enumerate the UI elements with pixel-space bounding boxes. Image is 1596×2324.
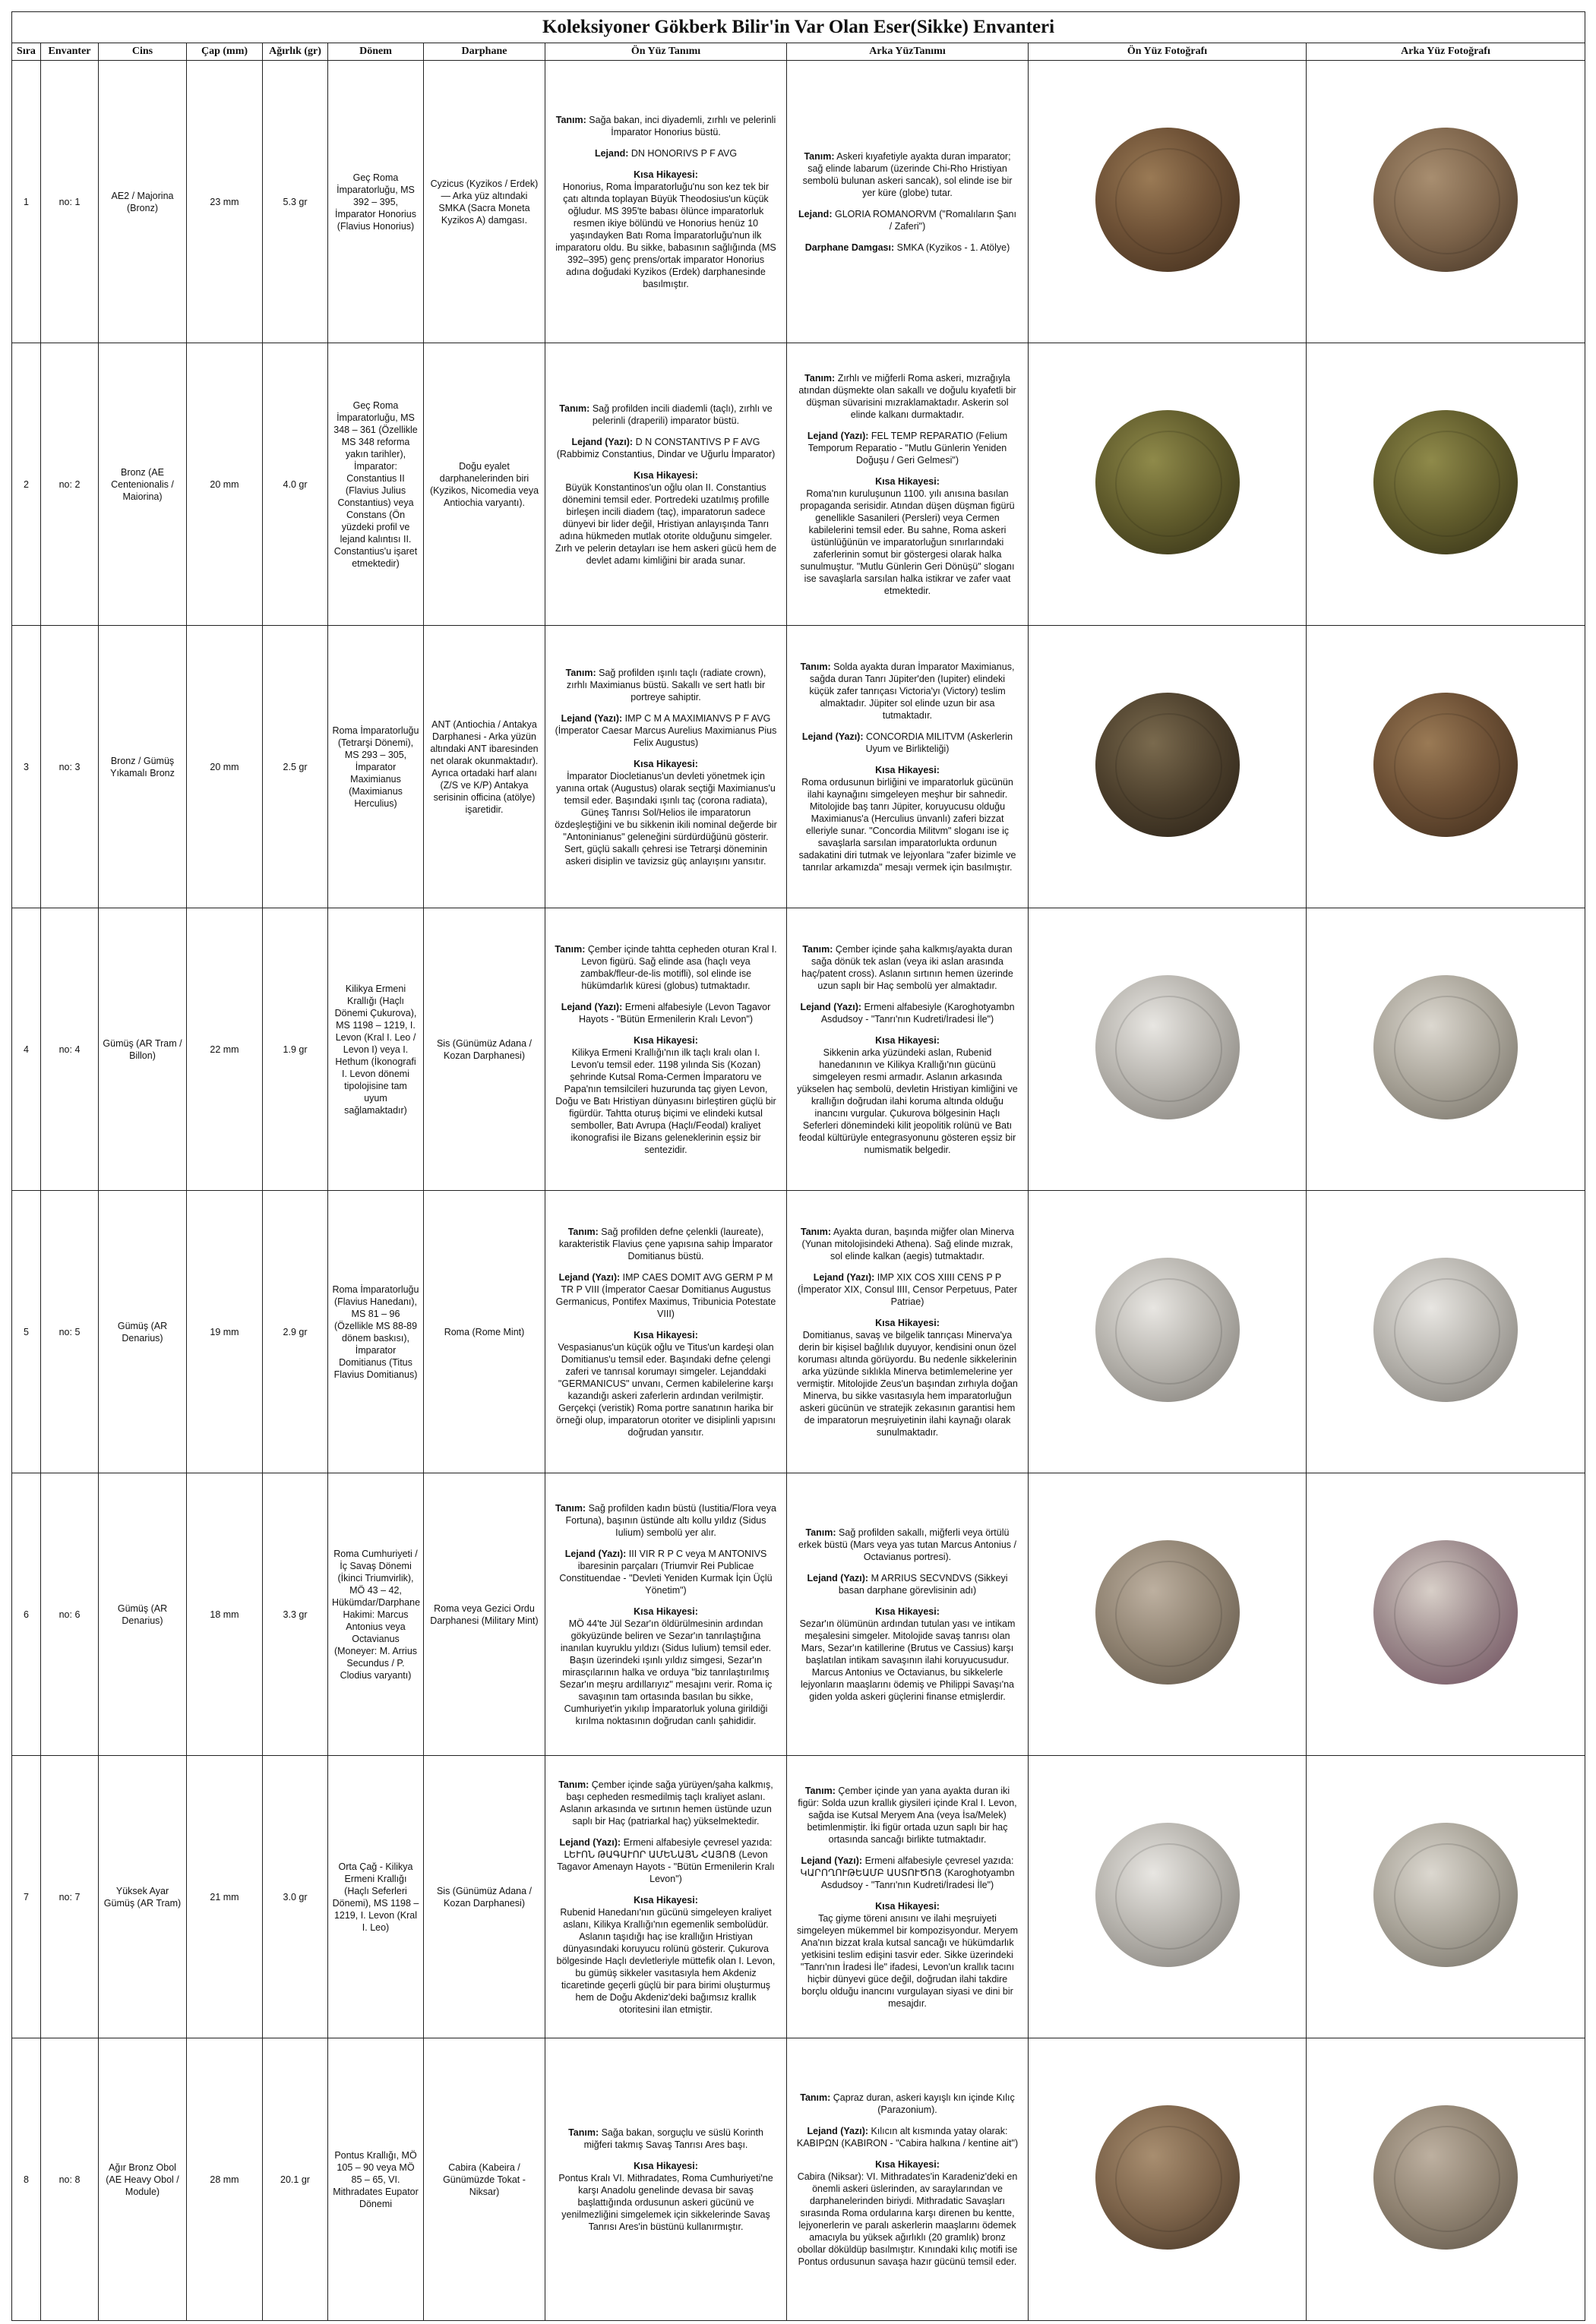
- header-on-yuz-tanimi: Ön Yüz Tanımı: [545, 43, 787, 61]
- coin-type: Gümüş (AR Tram / Billon): [99, 908, 187, 1191]
- table-row: [12, 1473, 1585, 1756]
- reverse-legend: [796, 1572, 1019, 1596]
- reverse-description: [787, 61, 1029, 343]
- inventory-number: no: 1: [41, 61, 99, 343]
- obverse-story: [555, 1329, 777, 1438]
- row-number: 7: [12, 1756, 41, 2038]
- obverse-story-label: Kısa Hikayesi:: [634, 758, 698, 769]
- obverse-story-text: Rubenid Hanedanı'nın gücünü simgeleyen kraliyet aslanı, Kilikya Krallığı'nın egemenlik sembolüdür. Aslanın taşıdığı haç ise krallığın Hristiyan dünyasındaki koruyucu rolünü gösterir. Çukurova bölgesinde Haçlı devletleriyle müttefik olan I. Levon, bu gümüş sikkeler vasıtasıyla hem Akdeniz ticaretinde geçerli güçlü bir para birimi oluşturmuş hem de Doğu Akdeniz'deki bağımsız krallık otoritesini ilan etmiştir.: [556, 1906, 776, 2015]
- table-row: [12, 343, 1585, 626]
- reverse-legend-text: Ermeni alfabesiyle çevresel yazıda: ԿԱՐՈՂՈՒԹԵԱՄԲ ԱՍՏՈՒԾՈՅ (Karoghotyambn Asdudsoy - "Tanrı'nın Kudreti/İradesi İle"): [800, 1855, 1015, 1890]
- obverse-coin-photo: [1095, 1823, 1240, 1967]
- coin-type: Gümüş (AR Denarius): [99, 1473, 187, 1756]
- obverse-story-text: Honorius, Roma İmparatorluğu'nu son kez tek bir çatı altında toplayan Büyük Theodosius'un küçük oğludur. MS 395'te babası ölünce imparatorluk resmen ikiye bölündü ve Honorius henüz 10 yaşındayken Batı Roma İmparatorluğu'nun ilk imparatoru oldu. Bu sikke, babasının sağlığında (MS 392–395) genç prens/ortak imparator Honorius adına doğudaki Kyzikos (Erdek) darphanesinde basılmıştır.: [555, 181, 776, 289]
- reverse-photo-cell: [1307, 1191, 1585, 1473]
- coin-period: Geç Roma İmparatorluğu, MS 392 – 395, İmparator Honorius (Flavius Honorius): [328, 61, 424, 343]
- obverse-story-label: Kısa Hikayesi:: [634, 1606, 698, 1617]
- coin-period: Pontus Krallığı, MÖ 105 – 90 veya MÖ 85 – 65, VI. Mithradates Eupator Dönemi: [328, 2038, 424, 2321]
- obverse-photo-cell: [1029, 1191, 1307, 1473]
- reverse-definition: [796, 1226, 1019, 1262]
- obverse-definition: [555, 943, 777, 992]
- reverse-story-text: Domitianus, savaş ve bilgelik tanrıçası Minerva'ya derin bir kişisel bağlılık duyuyor, kendisini onun özel koruması altında görüyordu. Bu nedenle sikkelerinin arka yüzünde sıklıkla Minerva betimlemelerine yer vermiştir. Mitolojide Zeus'un başından zırhıyla doğan Minerva, bu sikke vasıtasıyla hem imparatorluğun askeri gücünün ve stratejik zekasının garantisi hem de imparatorun meşruiyetinin ilahi kaynağı olarak sunulmaktadır.: [797, 1329, 1018, 1438]
- obverse-definition: [555, 1502, 777, 1539]
- row-number: 2: [12, 343, 41, 626]
- obverse-definition: [555, 114, 777, 138]
- obverse-definition-label: Tanım:: [568, 2127, 599, 2138]
- header-donem: Dönem: [328, 43, 424, 61]
- coin-mint: Cyzicus (Kyzikos / Erdek) — Arka yüz altındaki SMKA (Sacra Moneta Kyzikos A) damgası.: [424, 61, 545, 343]
- reverse-photo-cell: [1307, 2038, 1585, 2321]
- obverse-legend-label: Lejand (Yazı):: [561, 712, 623, 724]
- header-on-yuz-fotografi: Ön Yüz Fotoğrafı: [1029, 43, 1307, 61]
- reverse-story-text: Sezar'ın ölümünün ardından tutulan yası ve intikam meşalesini simgeler. Mitolojide savaş tanrısı olan Mars, Sezar'ın katillerine (Brutus ve Cassius) karşı başlatılan intikam savaşının ilahi koruyucusudur. Marcus Antonius ve Octavianus, bu sikkelerle lejyonların maaşlarını ödemiş ve Philippi Savaşı'na giden yolda askeri güçlerini finanse etmişlerdir.: [799, 1618, 1016, 1702]
- inventory-number: no: 5: [41, 1191, 99, 1473]
- obverse-story: [555, 1034, 777, 1156]
- reverse-legend: [796, 731, 1019, 755]
- obverse-legend: [555, 1836, 777, 1885]
- obverse-story-label: Kısa Hikayesi:: [634, 2160, 698, 2171]
- obverse-definition-label: Tanım:: [567, 1226, 599, 1237]
- obverse-story-text: İmparator Diocletianus'un devleti yönetmek için yanına ortak (Augustus) olarak seçtiği Maximianus'u temsil eder. Başındaki ışınlı taç (corona radiata), Güneş Tanrısı Sol/Helios ile imparatorun özdeşleştiğini ve bu sikkenin ikili nominal değerde bir "Antoninianus" geleneğini sürdürdüğünü gösterir. Sert, güçlü sakallı çehresi ise Tetrarşi döneminin askeri disiplin ve tavizsiz güç anlayışını yansıtır.: [555, 770, 777, 867]
- obverse-definition-text: Sağa bakan, sorguçlu ve süslü Korinth miğferi takmış Savaş Tanrısı Ares başı.: [583, 2127, 763, 2150]
- reverse-description: [787, 343, 1029, 626]
- coin-type: Bronz / Gümüş Yıkamalı Bronz: [99, 626, 187, 908]
- obverse-legend-label: Lejand (Yazı):: [561, 1001, 623, 1012]
- obverse-definition: [555, 1226, 777, 1262]
- obverse-description: [545, 1756, 787, 2038]
- reverse-coin-photo: [1373, 2105, 1518, 2250]
- obverse-story-label: Kısa Hikayesi:: [634, 469, 698, 481]
- obverse-coin-photo: [1095, 1540, 1240, 1685]
- coin-mint: ANT (Antiochia / Antakya Darphanesi - Arka yüzün altındaki ANT ibaresinden net olarak okunmaktadır). Ayrıca ortadaki harf alanı (Z/S ve K/P) Antakya serisinin officina (atölye) işaretidir.: [424, 626, 545, 908]
- obverse-definition-text: Sağ profilden ışınlı taçlı (radiate crown), zırhlı Maximianus büstü. Sakallı ve sert hatlı bir portreye sahiptir.: [566, 667, 766, 703]
- obverse-definition-label: Tanım:: [555, 114, 586, 125]
- coin-period: Kilikya Ermeni Krallığı (Haçlı Dönemi Çukurova), MS 1198 – 1219, I. Levon (Kral I. Leo / Levon I) veya I. Hethum (İkonografi I. Levon dönemi tipolojisine tam uyum sağlamaktadır): [328, 908, 424, 1191]
- reverse-definition: [796, 150, 1019, 199]
- reverse-photo-cell: [1307, 626, 1585, 908]
- obverse-definition-text: Çember içinde tahtta cepheden oturan Kral I. Levon figürü. Sağ elinde asa (haçlı veya zambak/fleur-de-lis motifli), sol elinde ise hükümdarlık küresi (globus) tutmaktadır.: [580, 943, 777, 991]
- reverse-legend: [796, 208, 1019, 232]
- coin-type: AE2 / Majorina (Bronz): [99, 61, 187, 343]
- obverse-story: [555, 1894, 777, 2016]
- reverse-legend: [796, 430, 1019, 466]
- obverse-photo-cell: [1029, 2038, 1307, 2321]
- reverse-story-label: Kısa Hikayesi:: [875, 1900, 940, 1912]
- table-row: [12, 1191, 1585, 1473]
- table-row: [12, 626, 1585, 908]
- reverse-coin-photo: [1373, 410, 1518, 554]
- obverse-story-text: Büyük Konstantinos'un oğlu olan II. Constantius dönemini temsil eder. Portredeki uzatılmış profille birleşen incili diadem (taç), imparatorun sadece dünyevi bir lider değil, Hristiyan anlayışında Tanrı adına hükmeden mutlak otorite olduğunu simgeler. Zırh ve pelerin detayları ise hem askeri gücü hem de devlet adamı kimliğini bir arada sunar.: [555, 482, 777, 566]
- reverse-mint-mark-label: Darphane Damgası:: [804, 242, 895, 253]
- obverse-legend-text: D N CONSTANTIVS P F AVG (Rabbimiz Constantius, Dindar ve Uğurlu İmparator): [556, 436, 776, 459]
- reverse-story: [796, 1900, 1019, 2010]
- reverse-story-text: Taç giyme töreni anısını ve ilahi meşruiyeti simgeleyen mükemmel bir kompozisyondur. Meryem Ana'nın bizzat krala kutsal sancağı ve hükümdarlık yetkisini teslim edişini tasvir eder. Sikke üzerindeki "Tanrı'nın İradesi İle" ifadesi, Levon'un krallık tacını hiçbir dünyevi güce değil, doğrudan ilahi takdire borçlu olduğu inancını vurgulayan siyasi ve dini bir mesajdır.: [796, 1912, 1019, 2009]
- table-row: [12, 1756, 1585, 2038]
- reverse-story: [796, 2158, 1019, 2268]
- obverse-photo-cell: [1029, 1756, 1307, 2038]
- row-number: 1: [12, 61, 41, 343]
- obverse-definition: [555, 667, 777, 703]
- reverse-definition-text: Zırhlı ve miğferli Roma askeri, mızrağıyla atından düşmekte olan sakallı ve doğulu kıyafetli bir düşman süvarisini mızraklamaktadır. Askerin sol elinde kalkanı durmaktadır.: [798, 372, 1016, 420]
- obverse-definition-label: Tanım:: [559, 403, 590, 414]
- reverse-definition-text: Çember içinde yan yana ayakta duran iki figür: Solda uzun krallık giysileri içinde Kral I. Levon, sağda ise Kutsal Meryem Ana (veya İsa/Melek) betimlenmiştir. İki figür ortada uzun saplı bir haç ortasında sancağı birlikte tutmaktadır.: [798, 1785, 1017, 1845]
- reverse-definition: [796, 1785, 1019, 1846]
- obverse-legend: [555, 1271, 777, 1320]
- header-cap: Çap (mm): [187, 43, 263, 61]
- inventory-number: no: 4: [41, 908, 99, 1191]
- obverse-story-label: Kısa Hikayesi:: [634, 1034, 698, 1046]
- reverse-story-label: Kısa Hikayesi:: [875, 1317, 940, 1328]
- reverse-description: [787, 1473, 1029, 1756]
- obverse-description: [545, 1191, 787, 1473]
- coin-mint: Cabira (Kabeira / Günümüzde Tokat - Niksar): [424, 2038, 545, 2321]
- reverse-coin-photo: [1373, 975, 1518, 1119]
- reverse-mint-mark: [796, 242, 1019, 254]
- obverse-definition-label: Tanım:: [558, 1779, 589, 1790]
- reverse-story-text: Cabira (Niksar): VI. Mithradates'in Karadeniz'deki en önemli askeri üslerinden, av saraylarından ve darphanelerinden biriydi. Mithradatic Savaşları sırasında Roma ordularına karşı direnen bu kentte, lejyonerlerin ve paralı askerlerin maaşlarını ödemek amacıyla bu yüksek ağırlıklı (20 gramlık) bronz obollar döküldüp basılmıştır. Kınındaki kılıç motifi ise Pontus ordusunun savaşa hazır gücünü temsil eder.: [797, 2171, 1018, 2267]
- reverse-story: [796, 475, 1019, 597]
- reverse-definition: [796, 661, 1019, 722]
- reverse-definition-label: Tanım:: [804, 150, 835, 162]
- coin-period: Roma İmparatorluğu (Tetrarşi Dönemi), MS 293 – 305, İmparator Maximianus (Maximianus Herculius): [328, 626, 424, 908]
- obverse-legend-text: Ermeni alfabesiyle (Levon Tagavor Hayots - "Bütün Ermenilerin Kralı Levon"): [578, 1001, 771, 1025]
- coin-type: Ağır Bronz Obol (AE Heavy Obol / Module): [99, 2038, 187, 2321]
- reverse-definition-label: Tanım:: [802, 943, 833, 955]
- row-number: 4: [12, 908, 41, 1191]
- header-darphane: Darphane: [424, 43, 545, 61]
- obverse-legend-text: DN HONORIVS P F AVG: [630, 147, 738, 159]
- reverse-description: [787, 626, 1029, 908]
- obverse-story: [555, 469, 777, 567]
- coin-weight: 3.3 gr: [263, 1473, 328, 1756]
- reverse-definition-label: Tanım:: [800, 2092, 831, 2103]
- reverse-description: [787, 908, 1029, 1191]
- obverse-story-text: Kilikya Ermeni Krallığı'nın ilk taçlı kralı olan I. Levon'u temsil eder. 1198 yılında Sis (Kozan) şehrinde Kutsal Roma-Cermen İmparatoru ve Papa'nın temsilcileri huzurunda taç giyen Levon, Doğu ve Batı Hristiyan dünyasını birleştiren güçlü bir figürdür. Tahtta oturuş biçimi ve elindeki kutsal semboller, Batı Avrupa (Haçlı/Feodal) kraliyet ikonografisi ile Bizans geleneklerinin eşsiz bir sentezidir.: [555, 1047, 776, 1155]
- reverse-story-label: Kısa Hikayesi:: [875, 764, 940, 775]
- reverse-definition: [796, 372, 1019, 421]
- obverse-story-label: Kısa Hikayesi:: [634, 169, 698, 180]
- reverse-photo-cell: [1307, 61, 1585, 343]
- obverse-description: [545, 1473, 787, 1756]
- obverse-legend-label: Lejand (Yazı):: [559, 1836, 621, 1848]
- obverse-photo-cell: [1029, 61, 1307, 343]
- reverse-definition-label: Tanım:: [804, 372, 836, 384]
- row-number: 8: [12, 2038, 41, 2321]
- reverse-photo-cell: [1307, 908, 1585, 1191]
- obverse-coin-photo: [1095, 1258, 1240, 1402]
- reverse-photo-cell: [1307, 343, 1585, 626]
- reverse-legend: [796, 1855, 1019, 1891]
- obverse-legend-label: Lejand (Yazı):: [558, 1271, 621, 1283]
- coin-diameter: 23 mm: [187, 61, 263, 343]
- coin-diameter: 28 mm: [187, 2038, 263, 2321]
- obverse-definition-label: Tanım:: [565, 667, 596, 678]
- reverse-coin-photo: [1373, 1540, 1518, 1685]
- coin-type: Bronz (AE Centenionalis / Maiorina): [99, 343, 187, 626]
- reverse-legend: [796, 1001, 1019, 1025]
- reverse-definition-label: Tanım:: [801, 1226, 832, 1237]
- reverse-definition: [796, 943, 1019, 992]
- obverse-description: [545, 626, 787, 908]
- obverse-legend-label: Lejand:: [594, 147, 629, 159]
- reverse-description: [787, 2038, 1029, 2321]
- obverse-coin-photo: [1095, 128, 1240, 272]
- reverse-description: [787, 1191, 1029, 1473]
- coin-weight: 20.1 gr: [263, 2038, 328, 2321]
- coin-mint: Roma (Rome Mint): [424, 1191, 545, 1473]
- table-header-row: [12, 43, 1585, 61]
- reverse-legend-text: GLORIA ROMANORVM ("Romalıların Şanı / Zaferi"): [834, 208, 1016, 232]
- header-arka-yuz-tanimi: Arka YüzTanımı: [787, 43, 1029, 61]
- obverse-story-text: Vespasianus'un küçük oğlu ve Titus'un kardeşi olan Domitianus'u temsil eder. Başındaki defne çelengi zaferi ve tanrısal korumayı simgeler. Lejanddaki "GERMANICUS" unvanı, Cermen kabilelerine karşı kazandığı askeri zaferlerin ardından verilmiştir. Gerçekçi (veristik) Roma portre sanatının harika bir örneği olup, imparatorun otoriter ve disiplinli yapısını doğrudan yansıtır.: [555, 1341, 776, 1438]
- obverse-description: [545, 343, 787, 626]
- coin-weight: 4.0 gr: [263, 343, 328, 626]
- reverse-definition: [796, 2092, 1019, 2116]
- obverse-coin-photo: [1095, 693, 1240, 837]
- reverse-story: [796, 1034, 1019, 1156]
- coin-type: Yüksek Ayar Gümüş (AR Tram): [99, 1756, 187, 2038]
- obverse-story-text: Pontus Kralı VI. Mithradates, Roma Cumhuriyeti'ne karşı Anadolu genelinde devasa bir savaş başlattığında ordusunun askeri gücünü ve yenilmezliğini simgelemek için sikkelerinde Savaş Tanrısı Ares'in büstünü kullanırmıştır.: [558, 2172, 773, 2232]
- inventory-number: no: 2: [41, 343, 99, 626]
- coin-diameter: 22 mm: [187, 908, 263, 1191]
- reverse-definition-text: Sağ profilden sakallı, miğferli veya örtülü erkek büstü (Mars veya yas tutan Marcus Antonius / Octavianus portresi).: [798, 1527, 1016, 1562]
- reverse-story-label: Kısa Hikayesi:: [875, 1606, 940, 1617]
- obverse-description: [545, 908, 787, 1191]
- coin-weight: 2.5 gr: [263, 626, 328, 908]
- reverse-mint-mark-text: SMKA (Kyzikos - 1. Atölye): [896, 242, 1010, 253]
- obverse-story-label: Kısa Hikayesi:: [634, 1329, 698, 1340]
- reverse-legend-text: IMP XIX COS XIIII CENS P P (İmperator XIX, Consul IIII, Censor Perpetuus, Pater Patriae): [797, 1271, 1017, 1307]
- inventory-number: no: 7: [41, 1756, 99, 2038]
- obverse-definition-text: Sağa bakan, inci diyademli, zırhlı ve pelerinli İmparator Honorius büstü.: [589, 114, 776, 137]
- obverse-legend-label: Lejand (Yazı):: [564, 1548, 627, 1559]
- reverse-legend-text: FEL TEMP REPARATIO (Felium Temporum Reparatio - "Mutlu Günlerin Yeniden Doğuşu / Geri Gelmesi"): [807, 430, 1008, 466]
- obverse-legend-text: III VIR R P C veya M ANTONIVS ibaresinin parçaları (Triumvir Rei Publicae Constituendae - "Devleti Yeniden Kurmak İçin Üçlü Yönetim"): [559, 1548, 773, 1596]
- reverse-photo-cell: [1307, 1756, 1585, 2038]
- reverse-legend-label: Lejand (Yazı):: [813, 1271, 875, 1283]
- coin-weight: 5.3 gr: [263, 61, 328, 343]
- header-sira: Sıra: [12, 43, 41, 61]
- obverse-legend: [555, 1001, 777, 1025]
- coin-period: Geç Roma İmparatorluğu, MS 348 – 361 (Özellikle MS 348 reforma yakın tarihler), İmparator: Constantius II (Flavius Julius Constantius) veya Constans (Ön yüzdeki profil ve lejand kalıntısı II. Constantius'u işaret etmektedir): [328, 343, 424, 626]
- inventory-page: [11, 11, 1585, 2321]
- coin-diameter: 19 mm: [187, 1191, 263, 1473]
- obverse-definition-text: Sağ profilden incili diademli (taçlı), zırhlı ve pelerinli (draperili) imparator büstü.: [592, 403, 773, 426]
- coin-period: Orta Çağ - Kilikya Ermeni Krallığı (Haçlı Seferleri Dönemi), MS 1198 – 1219, I. Levon (Kral I. Leo): [328, 1756, 424, 2038]
- reverse-story: [796, 1317, 1019, 1438]
- obverse-description: [545, 61, 787, 343]
- obverse-legend: [555, 1548, 777, 1596]
- inventory-number: no: 8: [41, 2038, 99, 2321]
- reverse-definition-label: Tanım:: [805, 1527, 836, 1538]
- coin-diameter: 21 mm: [187, 1756, 263, 2038]
- obverse-definition-label: Tanım:: [555, 943, 586, 955]
- reverse-legend-label: Lejand (Yazı):: [807, 2125, 869, 2136]
- obverse-story: [555, 758, 777, 867]
- reverse-definition-label: Tanım:: [800, 661, 831, 672]
- obverse-definition-label: Tanım:: [555, 1502, 586, 1514]
- reverse-story-label: Kısa Hikayesi:: [875, 2158, 940, 2170]
- row-number: 5: [12, 1191, 41, 1473]
- coin-mint: Roma veya Gezici Ordu Darphanesi (Military Mint): [424, 1473, 545, 1756]
- coin-period: Roma Cumhuriyeti / İç Savaş Dönemi (İkinci Triumvirlik), MÖ 43 – 42, Hükümdar/Darphane Hakimi: Marcus Antonius veya Octavianus (Moneyer: M. Arrius Secundus / P. Clodius varyantı): [328, 1473, 424, 1756]
- obverse-definition-text: Sağ profilden kadın büstü (Iustitia/Flora veya Fortuna), başının üstünde altı kollu yıldız (Sidus Iulium) sembolü yer alır.: [565, 1502, 776, 1538]
- row-number: 3: [12, 626, 41, 908]
- reverse-coin-photo: [1373, 128, 1518, 272]
- obverse-coin-photo: [1095, 975, 1240, 1119]
- reverse-legend-label: Lejand (Yazı):: [807, 1572, 869, 1584]
- reverse-story-text: Roma ordusunun birliğini ve imparatorluk gücünün ilahi kaynağını simgeleyen meşhur bir sahnedir. Mitolojide baş tanrı Jüpiter, koruyucusu olduğu Maximianus'a (Herculius ünvanlı) zaferi bizzat elleriyle sunar. "Concordia Militvm" sloganı ise iç savaşlarla sarsılan imparatorlukta ordunun sadakatini diri tutmak ve lejyonlara "zafer bizimle ve tanrılar arkamızda" mesajı vermek için basılmıştır.: [798, 776, 1016, 873]
- reverse-story-text: Roma'nın kuruluşunun 1100. yılı anısına basılan propaganda serisidir. Atından düşen düşman figürü genellikle Sasanileri (Persleri) veya Cermen kabilelerini temsil eder. Bu sahne, Roma askeri üstünlüğünün ve imparatorluğun sınırlarındaki zaferlerinin somut bir göstergesi olarak halka sunulmuştur. "Mutlu Günlerin Geri Dönüşü" sloganı ise savaşlarla sarsılan halka istikrar ve zafer vaat etmektedir.: [800, 488, 1015, 596]
- obverse-photo-cell: [1029, 908, 1307, 1191]
- header-arka-yuz-fotografi: Arka Yüz Fotoğrafı: [1307, 43, 1585, 61]
- reverse-story-label: Kısa Hikayesi:: [875, 475, 940, 487]
- obverse-legend-text: IMP C M A MAXIMIANVS P F AVG (İmperator Caesar Marcus Aurelius Maximianus Pius Felix Augustus): [555, 712, 777, 748]
- reverse-definition-text: Çapraz duran, askeri kayışlı kın içinde Kılıç (Parazonium).: [833, 2092, 1015, 2115]
- coin-type: Gümüş (AR Denarius): [99, 1191, 187, 1473]
- header-cins: Cins: [99, 43, 187, 61]
- table-row: [12, 2038, 1585, 2321]
- reverse-definition-text: Ayakta duran, başında miğfer olan Minerva (Yunan mitolojisindeki Athena). Sağ elinde mızrak, sol elinde kalkan (aegis) tutmaktadır.: [801, 1226, 1014, 1261]
- reverse-legend-label: Lejand:: [798, 208, 833, 219]
- reverse-definition-label: Tanım:: [804, 1785, 836, 1796]
- reverse-legend-label: Lejand (Yazı):: [807, 430, 869, 441]
- reverse-definition-text: Solda ayakta duran İmparator Maximianus, sağda duran Tanrı Jüpiter'den (Iupiter) elindeki küçük zafer tanrıçası Victoria'yı (Victory) teslim almaktadır. Jüpiter sol elinde uzun bir asa tutmaktadır.: [809, 661, 1015, 721]
- obverse-photo-cell: [1029, 626, 1307, 908]
- reverse-legend-text: Kılıcın alt kısmında yatay olarak: ΚΑΒΙΡΩΝ (KABIRON - "Cabira halkına / kentine ait"): [796, 2125, 1019, 2149]
- reverse-legend-label: Lejand (Yazı):: [800, 1001, 862, 1012]
- reverse-description: [787, 1756, 1029, 2038]
- obverse-coin-photo: [1095, 410, 1240, 554]
- reverse-legend: [796, 1271, 1019, 1308]
- obverse-definition-text: Çember içinde sağa yürüyen/şaha kalkmış, başı cepheden resmedilmiş taçlı kraliyet aslanı. Aslanın arkasında ve sırtının hemen üstünde uzun saplı bir Haç (patriarkal haç) yükselmektedir.: [560, 1779, 773, 1827]
- obverse-legend-text: IMP CAES DOMIT AVG GERM P M TR P VIII (İmperator Caesar Domitianus Augustus Germanicus, Pontifex Maximus, Tribunicia Potestate VIII): [555, 1271, 776, 1319]
- reverse-coin-photo: [1373, 1258, 1518, 1402]
- coin-weight: 2.9 gr: [263, 1191, 328, 1473]
- obverse-story: [555, 169, 777, 290]
- table-row: [12, 908, 1585, 1191]
- obverse-legend-label: Lejand (Yazı):: [571, 436, 634, 447]
- obverse-legend: [555, 147, 777, 159]
- row-number: 6: [12, 1473, 41, 1756]
- obverse-definition: [555, 2127, 777, 2151]
- reverse-coin-photo: [1373, 1823, 1518, 1967]
- obverse-photo-cell: [1029, 343, 1307, 626]
- obverse-story: [555, 1606, 777, 1727]
- reverse-definition: [796, 1527, 1019, 1563]
- coin-mint: Sis (Günümüz Adana / Kozan Darphanesi): [424, 1756, 545, 2038]
- obverse-description: [545, 2038, 787, 2321]
- obverse-legend-text: Ermeni alfabesiyle çevresel yazıda: ԼԵՒՈՆ ԹԱԳԱՒՈՐ ԱՄԵՆԱՅՆ ՀԱՅՈՑ (Levon Tagavor Amenayn Hayots - "Bütün Ermenilerin Kralı Levon"): [557, 1836, 775, 1884]
- obverse-definition: [555, 1779, 777, 1827]
- obverse-story-label: Kısa Hikayesi:: [634, 1894, 698, 1906]
- inventory-number: no: 3: [41, 626, 99, 908]
- page-title: Koleksiyoner Gökberk Bilir'in Var Olan Eser(Sikke) Envanteri: [12, 12, 1585, 43]
- reverse-legend-text: M ARRIUS SECVNDVS (Sikkeyi basan darphane görevlisinin adı): [838, 1572, 1008, 1596]
- coin-diameter: 20 mm: [187, 343, 263, 626]
- reverse-story: [796, 764, 1019, 873]
- reverse-legend-text: CONCORDIA MILITVM (Askerlerin Uyum ve Birlikteliği): [865, 731, 1013, 754]
- obverse-photo-cell: [1029, 1473, 1307, 1756]
- obverse-legend: [555, 436, 777, 460]
- inventory-number: no: 6: [41, 1473, 99, 1756]
- reverse-legend: [796, 2125, 1019, 2149]
- reverse-definition-text: Askeri kıyafetiyle ayakta duran imparator; sağ elinde labarum (üzerinde Chi-Rho Hristiyan sembolü bulunan askeri sancak), sol elinde ise bir yer küre (globe) tutar.: [802, 150, 1013, 198]
- obverse-coin-photo: [1095, 2105, 1240, 2250]
- reverse-legend-label: Lejand (Yazı):: [801, 731, 864, 742]
- obverse-legend: [555, 712, 777, 749]
- coin-mint: Sis (Günümüz Adana / Kozan Darphanesi): [424, 908, 545, 1191]
- reverse-story-text: Sikkenin arka yüzündeki aslan, Rubenid hanedanının ve Kilikya Krallığı'nın gücünü simgeleyen resmi armadır. Aslanın arkasında yükselen haç sembolü, devletin Hristiyan kimliğini ve krallığın doğrudan ilahi koruma altında olduğu inancını vurgular. Çukurova bölgesinin Haçlı Seferleri dönemindeki kilit jeopolitik rolünü ve Batı feodal kültürüyle entegrasyonunu gösteren eşsiz bir numismatik belgedir.: [797, 1047, 1018, 1155]
- header-envanter: Envanter: [41, 43, 99, 61]
- coin-weight: 1.9 gr: [263, 908, 328, 1191]
- reverse-legend-label: Lejand (Yazı):: [801, 1855, 863, 1866]
- reverse-photo-cell: [1307, 1473, 1585, 1756]
- coin-diameter: 18 mm: [187, 1473, 263, 1756]
- header-agirlik: Ağırlık (gr): [263, 43, 328, 61]
- coin-weight: 3.0 gr: [263, 1756, 328, 2038]
- reverse-story: [796, 1606, 1019, 1703]
- table-row: [12, 61, 1585, 343]
- reverse-story-label: Kısa Hikayesi:: [875, 1034, 940, 1046]
- reverse-legend-text: Ermeni alfabesiyle (Karoghotyambn Asdudsoy - "Tanrı'nın Kudreti/İradesi İle"): [820, 1001, 1015, 1025]
- obverse-story-text: MÖ 44'te Jül Sezar'ın öldürülmesinin ardından gökyüzünde beliren ve Sezar'ın tanrılaştığına inanılan kuyruklu yıldızı (Sidus Iulium) temsil eder. Başın üzerindeki ışınlı yıldız simgesi, Sezar'ın mirasçılarının halka ve orduya "biz tanrılaştırılmış Sezar'ın meşru ardıllarıyız" mesajını verir. Roma iç savaşının tam ortasında basılan bu sikke, Cumhuriyet'in yıkılıp İmparatorluk yoluna girildiği kırılma noktasının doğrudan canlı şahididir.: [559, 1618, 773, 1726]
- inventory-table: [11, 11, 1585, 2321]
- obverse-definition-text: Sağ profilden defne çelenkli (laureate), karakteristik Flavius çene yapısına sahip İmparator Domitianus büstü.: [558, 1226, 773, 1261]
- coin-mint: Doğu eyalet darphanelerinden biri (Kyzikos, Nicomedia veya Antiochia varyantı).: [424, 343, 545, 626]
- reverse-definition-text: Çember içinde şaha kalkmış/ayakta duran sağa dönük tek aslan (veya iki aslan arasında haç/patent cross). Aslanın sırtının hemen üzerinde uzun saplı bir Haç sembolü yer almaktadır.: [801, 943, 1013, 991]
- obverse-definition: [555, 403, 777, 427]
- coin-diameter: 20 mm: [187, 626, 263, 908]
- reverse-coin-photo: [1373, 693, 1518, 837]
- obverse-story: [555, 2160, 777, 2233]
- coin-period: Roma İmparatorluğu (Flavius Hanedanı), MS 81 – 96 (Özellikle MS 88-89 dönem baskısı), İmparator Domitianus (Titus Flavius Domitianus): [328, 1191, 424, 1473]
